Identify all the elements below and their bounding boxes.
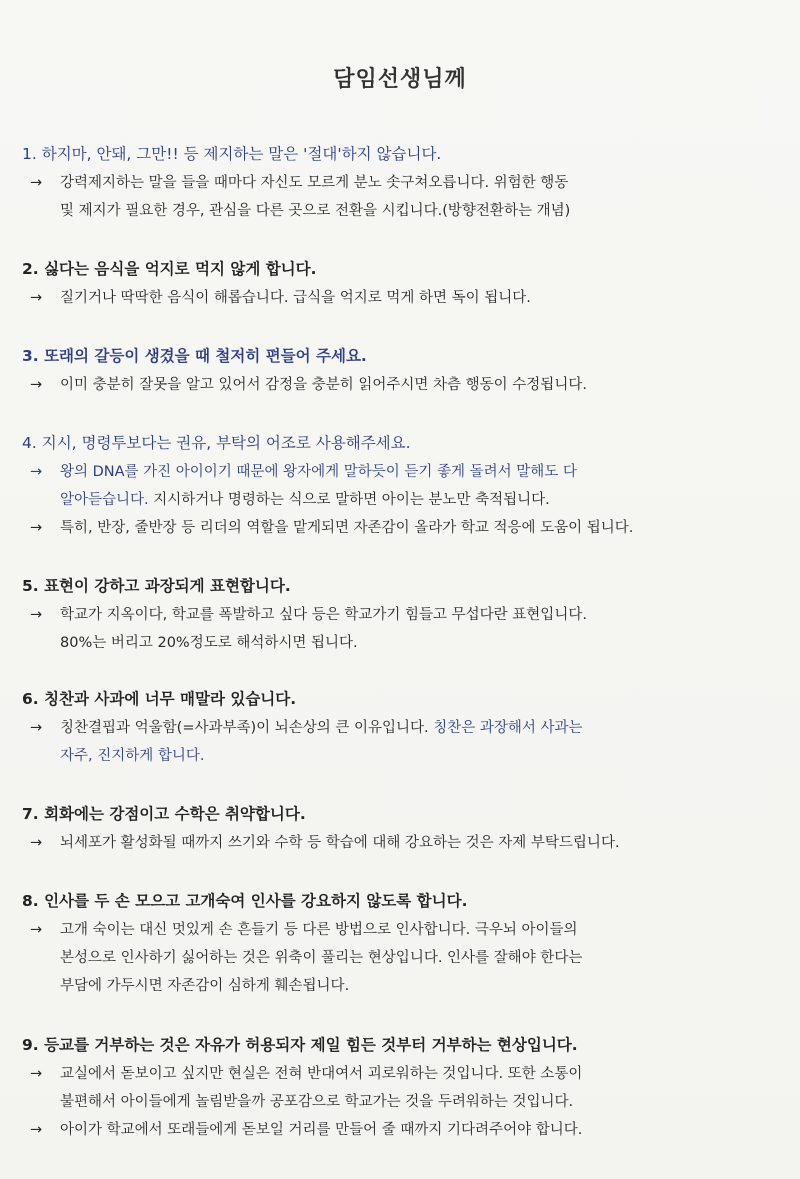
item-3-heading: 3. 또래의 갈등이 생겼을 때 철저히 편들어 주세요. (22, 347, 367, 365)
item-1-line-2: 및 제지가 필요한 경우, 관심을 다른 곳으로 전환을 시킵니다.(방향전환하는 개념) (60, 203, 571, 219)
arrow-icon: → (30, 520, 43, 536)
item-5-line-2: 80%는 버리고 20%정도로 해석하시면 됩니다. (60, 635, 358, 651)
item-2-line-1: → 질기거나 딱딱한 음식이 해롭습니다. 급식을 억지로 먹게 하면 독이 됩니다. (22, 284, 782, 312)
item-5-line-1: → 학교가 지옥이다, 학교를 폭발하고 싶다 등은 학교가기 힘들고 무섭다란 표현입니다. (22, 601, 782, 629)
item-1-line-1: → 강력제지하는 말을 들을 때마다 자신도 모르게 분노 솟구쳐오릅니다. 위험한 행동 (22, 169, 782, 197)
item-8 (22, 890, 782, 1000)
item-6-line-2: 자주, 진지하게 합니다. (60, 748, 205, 764)
item-8-line-3: 부담에 가두시면 자존감이 심하게 훼손됩니다. (60, 978, 350, 994)
item-7-heading: 7. 회화에는 강점이고 수학은 취약합니다. (22, 805, 306, 823)
item-3-line-1: → 이미 충분히 잘못을 알고 있어서 감정을 충분히 읽어주시면 차츰 행동이 수정됩니다. (22, 371, 782, 399)
item-8-heading: 8. 인사를 두 손 모으고 고개숙여 인사를 강요하지 않도록 합니다. (22, 892, 468, 910)
arrow-icon: → (30, 922, 43, 938)
item-3 (22, 345, 782, 399)
arrow-icon: → (30, 175, 43, 191)
arrow-icon: → (30, 290, 43, 306)
arrow-icon: → (30, 835, 43, 851)
arrow-icon: → (30, 720, 43, 736)
item-4-line-1: → 왕의 DNA를 가진 아이이기 때문에 왕자에게 말하듯이 듣기 좋게 돌려서 말해도 다 (22, 458, 782, 486)
item-6 (22, 688, 782, 770)
item-1-heading: 1. 하지마, 안돼, 그만!! 등 제지하는 말은 '절대'하지 않습니다. (22, 145, 442, 163)
item-6-line-1: → 칭찬결핍과 억울함(=사과부족)이 뇌손상의 큰 이유입니다. 칭찬은 과장해서 사과는 (22, 714, 782, 742)
arrow-icon: → (30, 607, 43, 623)
item-2 (22, 258, 782, 312)
item-8-line-2: 본성으로 인사하기 싫어하는 것은 위축이 풀리는 현상입니다. 인사를 잘해야 한다는 (60, 950, 583, 966)
item-5-heading: 5. 표현이 강하고 과장되게 표현합니다. (22, 577, 291, 595)
arrow-icon: → (30, 1122, 43, 1138)
item-4 (22, 432, 782, 542)
page-title: 담임선생님께 (333, 67, 467, 92)
item-4-line-3: → 특히, 반장, 줄반장 등 리더의 역할을 맡게되면 자존감이 올라가 학교 적응에 도움이 됩니다. (22, 514, 782, 542)
arrow-icon: → (30, 1066, 43, 1082)
item-6-heading: 6. 칭찬과 사과에 너무 매말라 있습니다. (22, 690, 297, 708)
item-8-line-1: → 고개 숙이는 대신 멋있게 손 흔들기 등 다른 방법으로 인사합니다. 극우뇌 아이들의 (22, 916, 782, 944)
arrow-icon: → (30, 377, 43, 393)
item-4-line-2: 알아듣습니다. 지시하거나 명령하는 식으로 말하면 아이는 분노만 축적됩니다. (60, 492, 550, 508)
item-9 (22, 1034, 782, 1144)
item-9-line-2: 불편해서 아이들에게 놀림받을까 공포감으로 학교가는 것을 두려워하는 것입니다. (60, 1094, 574, 1110)
arrow-icon: → (30, 464, 43, 480)
item-9-line-1: → 교실에서 돋보이고 싶지만 현실은 전혀 반대여서 괴로워하는 것입니다. 또한 소통이 (22, 1060, 782, 1088)
item-1 (22, 143, 782, 225)
item-2-heading: 2. 싫다는 음식을 억지로 먹지 않게 합니다. (22, 260, 317, 278)
item-7-line-1: → 뇌세포가 활성화될 때까지 쓰기와 수학 등 학습에 대해 강요하는 것은 자제 부탁드립니다. (22, 829, 782, 857)
item-9-heading: 9. 등교를 거부하는 것은 자유가 허용되자 제일 힘든 것부터 거부하는 현상입니다. (22, 1036, 578, 1054)
item-9-line-3: → 아이가 학교에서 또래들에게 돋보일 거리를 만들어 줄 때까지 기다려주어야 합니다. (22, 1116, 782, 1144)
item-5 (22, 575, 782, 657)
item-7 (22, 803, 782, 857)
item-4-heading: 4. 지시, 명령투보다는 권유, 부탁의 어조로 사용해주세요. (22, 434, 411, 452)
